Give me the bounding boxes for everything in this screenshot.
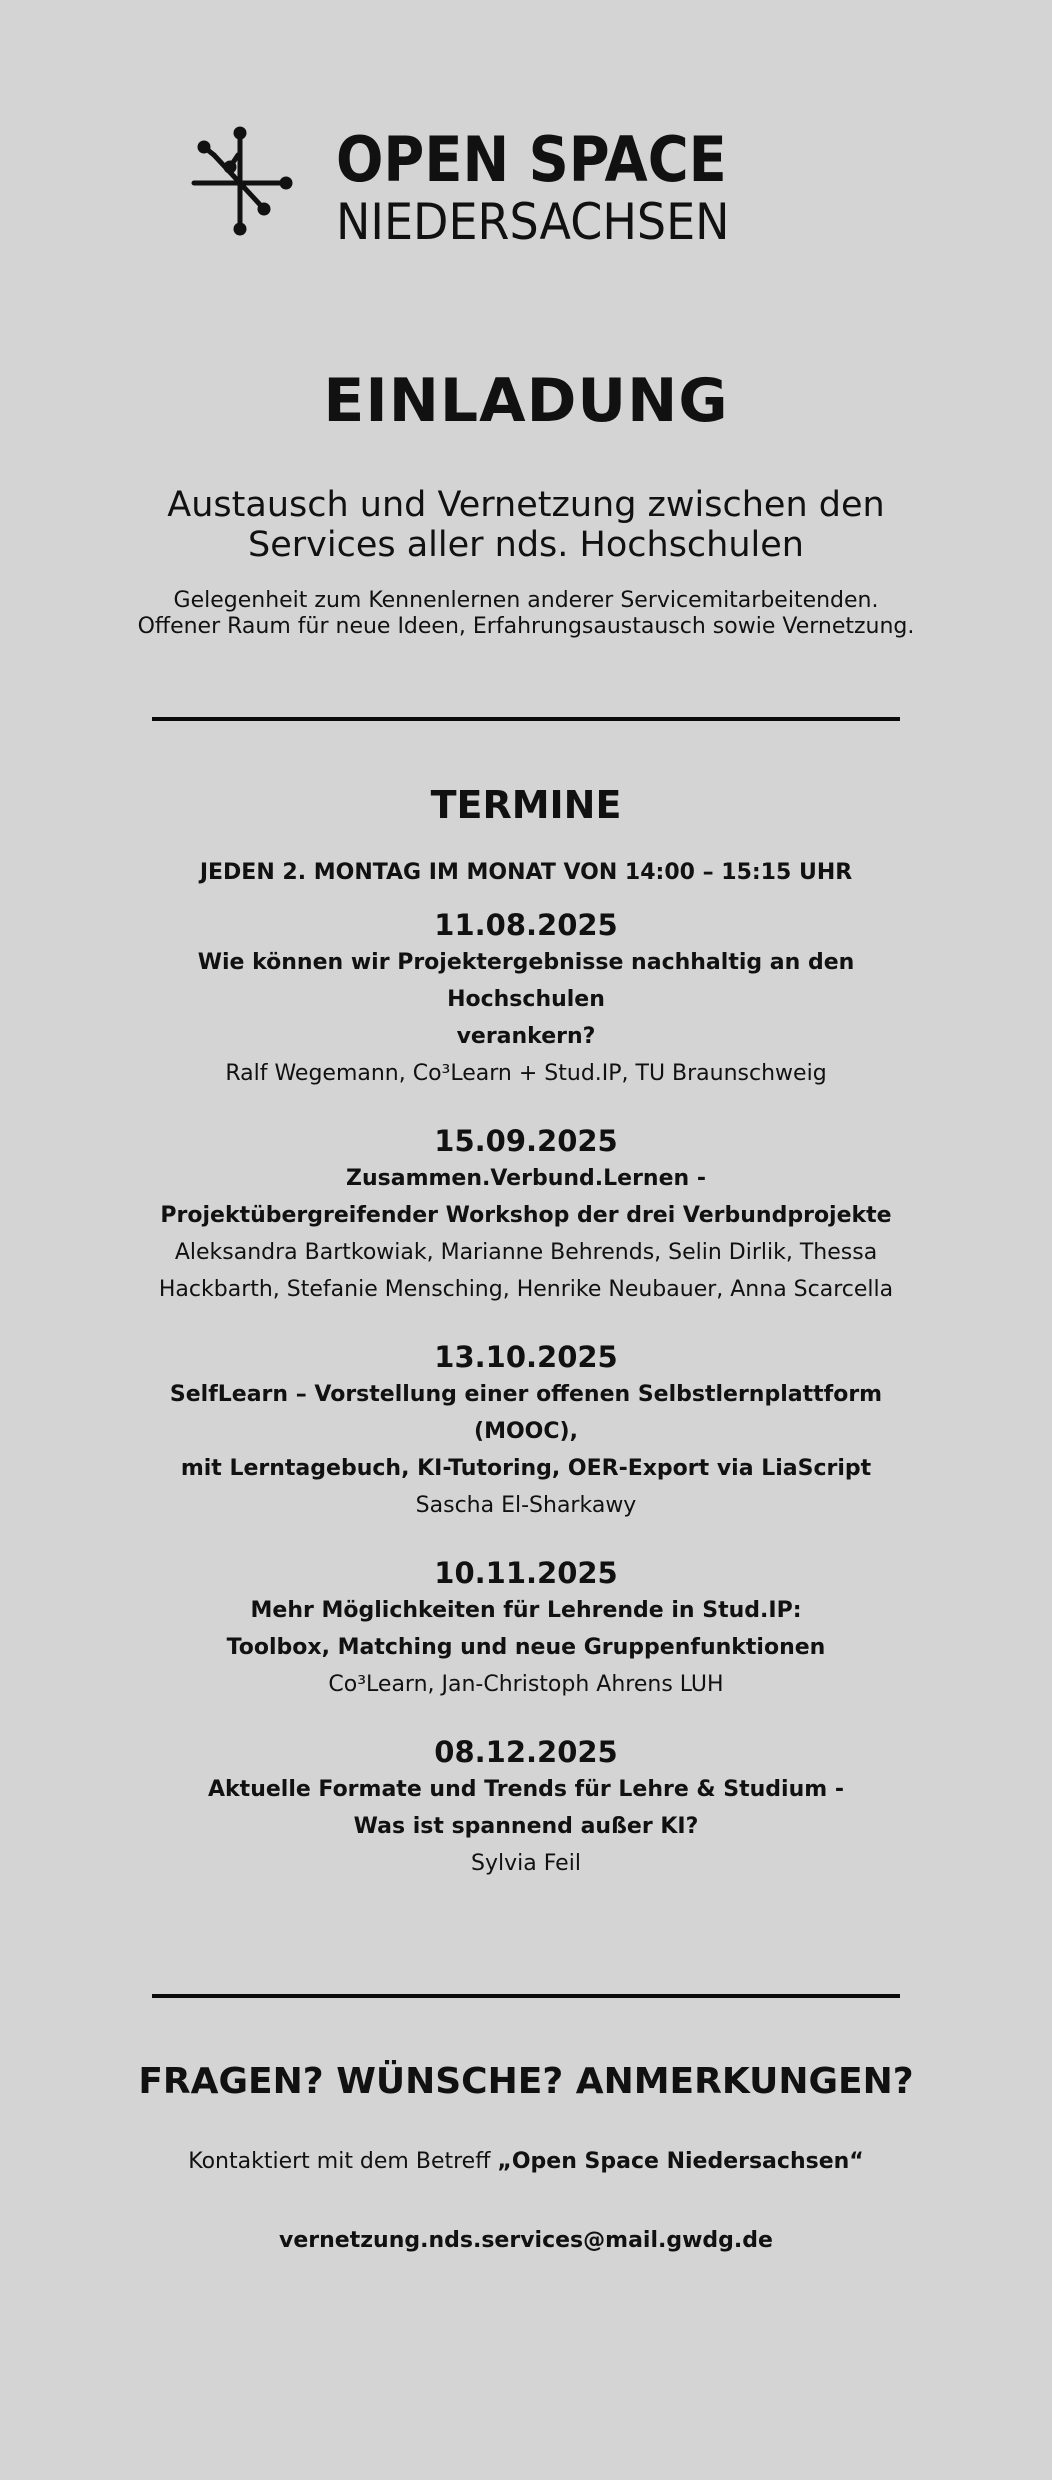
intro-text: [0, 588, 1052, 640]
event-speaker-line: Co³Learn, Jan-Christoph Ahrens LUH: [328, 1672, 724, 1697]
lead-line: Services aller nds. Hochschulen: [248, 525, 804, 565]
event-title-line: verankern?: [456, 1024, 596, 1049]
contact-subject: „Open Space Niedersachsen“: [497, 2149, 864, 2174]
contact-prefix: Kontaktiert mit dem Betreff: [188, 2149, 498, 2174]
event-date: 10.11.2025: [434, 1556, 618, 1590]
divider: [152, 1994, 900, 1998]
intro-line: Offener Raum für neue Ideen, Erfahrungsaustausch sowie Vernetzung.: [137, 614, 915, 639]
event-speaker-line: Sascha El-Sharkawy: [415, 1493, 637, 1518]
event-title-line: Wie können wir Projektergebnisse nachhaltig an den Hochschulen: [197, 950, 855, 1012]
event-title-line: Mehr Möglichkeiten für Lehrende in Stud.IP:: [250, 1598, 802, 1623]
divider: [152, 717, 900, 721]
contact-email-link[interactable]: vernetzung.nds.services@mail.gwdg.de: [279, 2228, 773, 2253]
logo: [190, 125, 750, 255]
event-speaker-line: Aleksandra Bartkowiak, Marianne Behrends, Selin Dirlik, Thessa: [174, 1240, 878, 1265]
event-title-line: SelfLearn – Vorstellung einer offenen Selbstlernplattform (MOOC),: [169, 1382, 883, 1444]
event-item: [140, 1338, 912, 1524]
event-item: [140, 906, 912, 1092]
event-item: [140, 1122, 912, 1308]
event-date: 08.12.2025: [434, 1735, 618, 1769]
page-title: EINLADUNG: [323, 366, 729, 436]
event-speaker-line: Hackbarth, Stefanie Mensching, Henrike Neubauer, Anna Scarcella: [158, 1277, 894, 1302]
event-title-line: Projektübergreifender Workshop der drei Verbundprojekte: [160, 1203, 892, 1228]
event-title-line: mit Lerntagebuch, KI-Tutoring, OER-Export via LiaScript: [180, 1456, 872, 1481]
event-item: [140, 1554, 912, 1703]
lead-text: [0, 485, 1052, 565]
logo-title: OPEN SPACE: [336, 123, 727, 196]
event-title-line: Toolbox, Matching und neue Gruppenfunktionen: [226, 1635, 826, 1660]
event-title-line: Aktuelle Formate und Trends für Lehre & Studium -: [208, 1777, 844, 1802]
logo-subtitle: NIEDERSACHSEN: [336, 193, 730, 251]
event-date: 13.10.2025: [434, 1340, 618, 1374]
contact-text: [0, 2147, 1052, 2177]
intro-line: Gelegenheit zum Kennenlernen anderer Servicemitarbeitenden.: [173, 588, 879, 613]
event-date: 15.09.2025: [434, 1124, 618, 1158]
event-title-line: Zusammen.Verbund.Lernen -: [346, 1166, 706, 1191]
event-speaker-line: Ralf Wegemann, Co³Learn + Stud.IP, TU Braunschweig: [225, 1061, 827, 1086]
event-date: 11.08.2025: [434, 908, 618, 942]
event-title-line: Was ist spannend außer KI?: [353, 1814, 699, 1839]
schedule-text: JEDEN 2. MONTAG IM MONAT VON 14:00 – 15:15 UHR: [199, 860, 853, 885]
event-speaker-line: Sylvia Feil: [471, 1851, 581, 1876]
section-heading-questions: FRAGEN? WÜNSCHE? ANMERKUNGEN?: [138, 2061, 914, 2102]
event-item: [140, 1733, 912, 1882]
lead-line: Austausch und Vernetzung zwischen den: [167, 485, 885, 525]
network-node-icon: [190, 125, 300, 240]
event-list: [140, 906, 912, 1912]
section-heading-termine: TERMINE: [430, 783, 622, 827]
